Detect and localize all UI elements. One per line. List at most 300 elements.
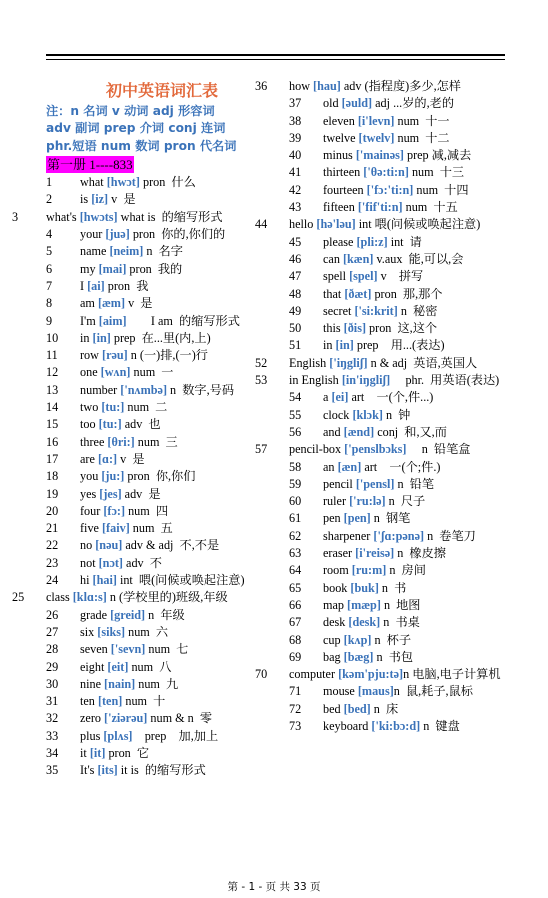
vocab-entry [289, 268, 509, 285]
entry-number: 24 [46, 573, 59, 588]
entry-definition: n 地图 [380, 597, 421, 612]
entry-number: 68 [289, 632, 302, 647]
entry-word: too [80, 417, 96, 432]
entry-number: 28 [46, 642, 59, 657]
entry-definition: n 铅笔盒 [406, 442, 471, 457]
entry-number: 9 [46, 313, 53, 328]
entry-number: 59 [289, 476, 302, 491]
entry-phonetic: [hə'ləu] [316, 217, 356, 232]
vocab-entry [46, 174, 278, 191]
entry-number: 10 [46, 330, 59, 345]
vocab-entry [289, 303, 509, 320]
entry-phonetic: ['sevn] [110, 642, 146, 657]
entry-number: 36 [255, 79, 268, 93]
entry-phonetic: [i'reisə] [355, 546, 395, 561]
entry-word: an [323, 459, 335, 474]
header-rule [46, 54, 505, 56]
vocab-entry [46, 503, 278, 520]
entry-definition: n 数字,号码 [167, 382, 235, 397]
entry-phonetic: ['ʃɑ:pənə] [373, 528, 425, 543]
entry-word: what's [46, 209, 77, 224]
entry-phonetic: [kæn] [342, 251, 374, 266]
entry-definition: art 一(个;件.) [361, 459, 441, 474]
entry-word: you [80, 469, 99, 484]
vocab-entry [46, 226, 278, 243]
vocab-entry [289, 199, 509, 216]
entry-number: 3 [12, 209, 19, 224]
entry-number: 54 [289, 390, 302, 405]
entry-number: 56 [289, 424, 302, 439]
entry-number: 8 [46, 296, 53, 311]
entry-phonetic: [klɔk] [352, 407, 383, 422]
legend-line: 注：n 名词 v 动词 adj 形容词 [46, 104, 215, 118]
entry-word: bed [323, 701, 341, 716]
entry-word: one [80, 365, 98, 380]
entry-definition: v 是 [108, 192, 136, 207]
entry-definition: adv 不 [123, 555, 162, 570]
entry-phonetic: [mai] [98, 261, 127, 276]
entry-word: my [80, 261, 96, 276]
entry-definition: n 电脑,电子计算机 [403, 667, 501, 682]
entry-word: cup [323, 632, 341, 647]
entry-phonetic: [pen] [343, 511, 371, 526]
entry-definition: pron 它 [105, 745, 150, 760]
vocab-entry [255, 216, 509, 233]
entry-number: 14 [46, 400, 59, 415]
vocab-entry [289, 545, 509, 562]
entry-word: in [323, 338, 333, 353]
vocab-entry [46, 762, 278, 779]
entry-phonetic: [maus] [357, 684, 394, 699]
entry-definition: phr. 用英语(表达) [390, 373, 500, 388]
entry-word: four [80, 503, 101, 518]
entry-word: book [323, 580, 348, 595]
entry-phonetic: [nain] [104, 676, 136, 691]
entry-phonetic: [tu:] [98, 417, 122, 432]
entry-definition: n 秘密 [397, 303, 438, 318]
entry-number: 62 [289, 528, 302, 543]
entry-phonetic: [ðæt] [344, 286, 372, 301]
entry-number: 48 [289, 286, 302, 301]
entry-number: 41 [289, 165, 302, 180]
entry-number: 73 [289, 718, 302, 733]
entry-phonetic: [its] [97, 763, 118, 778]
entry-word: secret [323, 303, 352, 318]
entry-word: and [323, 424, 341, 439]
entry-phonetic: [ru:m] [351, 563, 387, 578]
entry-phonetic: [rəu] [102, 348, 128, 363]
entry-word: your [80, 227, 103, 242]
entry-definition: num 十一 [394, 113, 450, 128]
entry-number: 15 [46, 417, 59, 432]
entry-definition: n (一)排,(一)行 [127, 348, 208, 363]
vocab-entry [289, 528, 509, 545]
entry-number: 4 [46, 227, 53, 242]
vocab-list-right [255, 78, 509, 735]
entry-word: twelve [323, 130, 356, 145]
entry-word: fifteen [323, 200, 355, 215]
entry-word: plus [80, 728, 101, 743]
vocab-entry [289, 614, 509, 631]
entry-word: hello [289, 217, 314, 232]
entry-definition: num 八 [128, 659, 172, 674]
entry-phonetic: ['ziərəu] [104, 711, 148, 726]
entry-definition: adv 也 [121, 417, 161, 432]
vocab-entry [289, 130, 509, 147]
entry-number: 22 [46, 538, 59, 553]
entry-word: are [80, 451, 95, 466]
entry-number: 21 [46, 521, 59, 536]
entry-definition: pron 你,你们 [124, 469, 196, 484]
vocab-entry [46, 347, 278, 364]
entry-definition: n 钢笔 [370, 511, 411, 526]
entry-definition: pron 那,那个 [371, 286, 443, 301]
entry-number: 25 [12, 590, 25, 605]
entry-phonetic: ['si:krit] [354, 303, 398, 318]
entry-number: 66 [289, 597, 302, 612]
entry-phonetic: ['fif'ti:n] [357, 200, 403, 215]
entry-definition: n 年级 [145, 607, 185, 622]
entry-phonetic: ['pensl] [355, 476, 395, 491]
entry-phonetic: [ænd] [343, 424, 375, 439]
entry-phonetic: [it] [89, 745, 106, 760]
entry-definition: n 键盘 [420, 718, 460, 733]
entry-definition: n 床 [370, 701, 399, 716]
entry-word: desk [323, 615, 346, 630]
vocab-entry [46, 313, 278, 330]
entry-number: 20 [46, 503, 59, 518]
entry-number: 33 [46, 728, 59, 743]
entry-word: bag [323, 649, 341, 664]
entry-phonetic: [æm] [97, 296, 126, 311]
vocab-entry [46, 745, 278, 762]
vocab-entry [289, 182, 509, 199]
entry-number: 12 [46, 365, 59, 380]
book-heading: 第一册 1----833 [47, 156, 133, 172]
entry-number: 13 [46, 382, 59, 397]
vocab-entry [46, 572, 278, 589]
entry-number: 32 [46, 711, 59, 726]
entry-word: It's [80, 763, 95, 778]
entry-definition: num 九 [135, 676, 179, 691]
entry-word: nine [80, 676, 101, 691]
vocab-entry [289, 286, 509, 303]
vocab-entry [289, 510, 509, 527]
vocab-entry [289, 632, 509, 649]
entry-word: six [80, 624, 95, 639]
vocab-entry [46, 295, 278, 312]
entry-word: thirteen [323, 165, 361, 180]
vocab-entry [289, 337, 509, 354]
entry-definition: num 二 [124, 400, 168, 415]
vocab-entry [289, 476, 509, 493]
entry-definition: what is 的缩写形式 [117, 209, 223, 224]
entry-number: 2 [46, 192, 53, 207]
entry-definition: n 卷笔刀 [424, 528, 476, 543]
vocab-entry [46, 191, 278, 208]
vocab-entry [12, 209, 278, 226]
entry-phonetic: [greid] [110, 607, 146, 622]
entry-definition: num 一 [130, 365, 174, 380]
entry-phonetic: [hai] [92, 573, 117, 588]
vocab-entry [46, 364, 278, 381]
entry-word: that [323, 286, 342, 301]
entry-number: 6 [46, 261, 53, 276]
entry-phonetic: [in] [92, 330, 111, 345]
entry-definition: I am 的缩写形式 [126, 313, 240, 328]
vocab-entry [255, 355, 509, 372]
entry-phonetic: ['nʌmbə] [120, 382, 167, 397]
vocab-entry [289, 320, 509, 337]
entry-phonetic: [buk] [350, 580, 379, 595]
entry-definition: int 喂(问候或唤起注意) [355, 217, 481, 232]
entry-phonetic: ['ru:lə] [349, 494, 386, 509]
entry-phonetic: ['θə:ti:n] [363, 165, 409, 180]
entry-number: 5 [46, 244, 53, 259]
entry-word: yes [80, 486, 97, 501]
entry-definition: num 七 [145, 642, 189, 657]
entry-definition: n 尺子 [385, 494, 426, 509]
entry-phonetic: ['ki:bɔ:d] [371, 718, 421, 733]
entry-definition: num 十四 [413, 182, 469, 197]
entry-definition: n 书 [378, 580, 407, 595]
entry-number: 39 [289, 130, 302, 145]
entry-definition: it is 的缩写形式 [117, 763, 206, 778]
entry-number: 18 [46, 469, 59, 484]
entry-definition: adv & adj 不,不是 [122, 538, 220, 553]
entry-number: 19 [46, 486, 59, 501]
entry-phonetic: [juə] [105, 227, 130, 242]
entry-word: grade [80, 607, 108, 622]
entry-definition: n 鼠,耗子,鼠标 [393, 684, 473, 699]
entry-number: 40 [289, 148, 302, 163]
entry-definition: prep 减,减去 [403, 148, 472, 163]
vocab-entry [46, 451, 278, 468]
entry-phonetic: ['fɔ:'ti:n] [366, 182, 414, 197]
entry-number: 45 [289, 234, 302, 249]
vocab-entry [289, 251, 509, 268]
entry-definition: adj ...岁的,老的 [372, 96, 455, 111]
right-column [255, 78, 509, 735]
entry-word: ruler [323, 494, 347, 509]
entry-definition: num 四 [125, 503, 169, 518]
entry-definition: num & n 零 [147, 711, 213, 726]
entry-phonetic: [ɑ:] [97, 451, 118, 466]
entry-definition: art 一(个,件...) [348, 390, 434, 405]
page-footer: 第 - 1 - 页 共 33 页 [227, 881, 321, 893]
vocab-entry [289, 683, 509, 700]
left-column [12, 78, 278, 780]
vocab-entry [46, 382, 278, 399]
entry-word: minus [323, 148, 353, 163]
entry-phonetic: [neim] [109, 244, 144, 259]
entry-number: 29 [46, 659, 59, 674]
vocab-entry [46, 243, 278, 260]
entry-word: old [323, 96, 339, 111]
entry-phonetic: [siks] [97, 624, 126, 639]
vocab-entry [289, 459, 509, 476]
entry-word: I [80, 278, 85, 293]
entry-word: is [80, 192, 89, 207]
entry-definition: int 请 [387, 234, 422, 249]
entry-word: three [80, 434, 105, 449]
entry-number: 23 [46, 555, 59, 570]
entry-word: in English [289, 373, 339, 388]
entry-word: mouse [323, 684, 355, 699]
entry-number: 44 [255, 217, 268, 232]
entry-phonetic: [klɑ:s] [72, 590, 107, 605]
entry-number: 11 [46, 348, 58, 363]
entry-definition: prep 用...(表达) [353, 338, 445, 353]
entry-definition: num 十二 [394, 130, 450, 145]
entry-definition: n 房间 [386, 563, 426, 578]
entry-definition: conj 和,又,而 [374, 424, 447, 439]
entry-phonetic: ['penslbɔks] [344, 442, 407, 457]
entry-number: 60 [289, 494, 302, 509]
entry-definition: int 喂(问候或唤起注意) [116, 573, 245, 588]
entry-number: 17 [46, 451, 59, 466]
vocab-entry [46, 676, 278, 693]
entry-phonetic: [æn] [337, 459, 362, 474]
entry-number: 55 [289, 407, 302, 422]
entry-word: name [80, 244, 107, 259]
entry-number: 70 [255, 667, 268, 682]
entry-number: 72 [289, 701, 302, 716]
entry-definition: v.aux 能,可以,会 [373, 251, 464, 266]
entry-phonetic: [kʌp] [343, 632, 372, 647]
entry-definition: v 是 [117, 451, 145, 466]
vocab-entry [289, 649, 509, 666]
entry-word: pencil [323, 476, 353, 491]
entry-definition: num 三 [134, 434, 178, 449]
entry-phonetic: [iz] [91, 192, 109, 207]
vocab-entry [46, 261, 278, 278]
entry-number: 34 [46, 745, 59, 760]
entry-definition: v 拼写 [377, 269, 424, 284]
vocab-entry [46, 624, 278, 641]
vocab-entry [46, 434, 278, 451]
entry-definition: n 书桌 [380, 615, 420, 630]
vocab-entry [46, 520, 278, 537]
entry-number: 69 [289, 649, 302, 664]
vocab-entry [289, 580, 509, 597]
entry-phonetic: [ðis] [343, 321, 366, 336]
legend-line: adv 副词 prep 介词 conj 连词 [46, 121, 226, 136]
vocab-entry [289, 701, 509, 718]
entry-word: eraser [323, 546, 353, 561]
entry-word: a [323, 390, 329, 405]
entry-word: seven [80, 642, 108, 657]
vocab-entry [289, 407, 509, 424]
entry-number: 49 [289, 303, 302, 318]
entry-phonetic: [nɔt] [98, 555, 123, 570]
entry-definition: prep 在...里(内,上) [110, 330, 211, 345]
entry-number: 27 [46, 624, 59, 639]
vocab-entry [46, 728, 278, 745]
vocab-entry [46, 693, 278, 710]
entry-number: 7 [46, 278, 53, 293]
entry-definition: num 十三 [408, 165, 465, 180]
entry-phonetic: [ai] [87, 278, 105, 293]
entry-phonetic: [kəm'pju:tə] [338, 667, 404, 682]
entry-word: number [80, 382, 118, 397]
entry-phonetic: [fɔ:] [103, 503, 126, 518]
entry-word: pencil-box [289, 442, 342, 457]
entry-word: eleven [323, 113, 355, 128]
entry-definition: n (学校里的)班级,年级 [106, 590, 228, 605]
entry-phonetic: [tu:] [101, 400, 125, 415]
entry-word: it [80, 745, 87, 760]
vocab-entry [46, 710, 278, 727]
entry-number: 67 [289, 615, 302, 630]
entry-number: 35 [46, 763, 59, 778]
entry-word: ten [80, 694, 95, 709]
vocab-entry [289, 597, 509, 614]
entry-phonetic: [hwɔt] [106, 175, 140, 190]
vocab-entry [289, 164, 509, 181]
entry-word: I'm [80, 313, 96, 328]
entry-word: this [323, 321, 341, 336]
entry-number: 65 [289, 580, 302, 595]
vocab-entry [46, 641, 278, 658]
vocab-entry [289, 389, 509, 406]
entry-phonetic: [desk] [348, 615, 381, 630]
entry-number: 47 [289, 269, 302, 284]
vocab-entry [46, 486, 278, 503]
entry-phonetic: [eit] [107, 659, 129, 674]
entry-word: row [80, 348, 99, 363]
vocab-entry [12, 589, 278, 606]
vocab-entry [255, 78, 509, 95]
entry-phonetic: [spel] [349, 269, 378, 284]
vocab-entry [289, 147, 509, 164]
entry-number: 64 [289, 563, 302, 578]
vocab-entry [46, 555, 278, 572]
entry-word: not [80, 555, 96, 570]
entry-definition: adv 是 [121, 486, 161, 501]
vocab-entry [289, 562, 509, 579]
entry-definition: n 书包 [373, 649, 414, 664]
entry-word: in [80, 330, 90, 345]
entry-phonetic: [aim] [98, 313, 127, 328]
entry-phonetic: [nəu] [95, 538, 123, 553]
entry-number: 1 [46, 175, 53, 190]
entry-definition: n 铅笔 [394, 476, 435, 491]
entry-phonetic: [twelv] [358, 130, 395, 145]
entry-number: 71 [289, 684, 302, 699]
entry-definition: num 六 [125, 624, 169, 639]
entry-number: 16 [46, 434, 59, 449]
entry-number: 50 [289, 321, 302, 336]
entry-phonetic: ['iŋgliʃ] [329, 355, 368, 370]
entry-word: clock [323, 407, 350, 422]
vocab-entry [289, 493, 509, 510]
entry-definition: n 钟 [382, 407, 411, 422]
entry-word: pen [323, 511, 341, 526]
entry-number: 43 [289, 200, 302, 215]
entry-word: fourteen [323, 182, 364, 197]
entry-definition: pron 什么 [139, 175, 196, 190]
entry-definition: v 是 [125, 296, 153, 311]
entry-definition: num 十 [122, 694, 166, 709]
entry-definition: pron 这,这个 [366, 321, 438, 336]
entry-number: 30 [46, 676, 59, 691]
entry-definition: adv (指程度)多少,怎样 [340, 79, 461, 93]
vocab-entry [255, 441, 509, 458]
entry-word: no [80, 538, 93, 553]
entry-phonetic: [wʌn] [100, 365, 131, 380]
entry-phonetic: [mæp] [347, 597, 381, 612]
